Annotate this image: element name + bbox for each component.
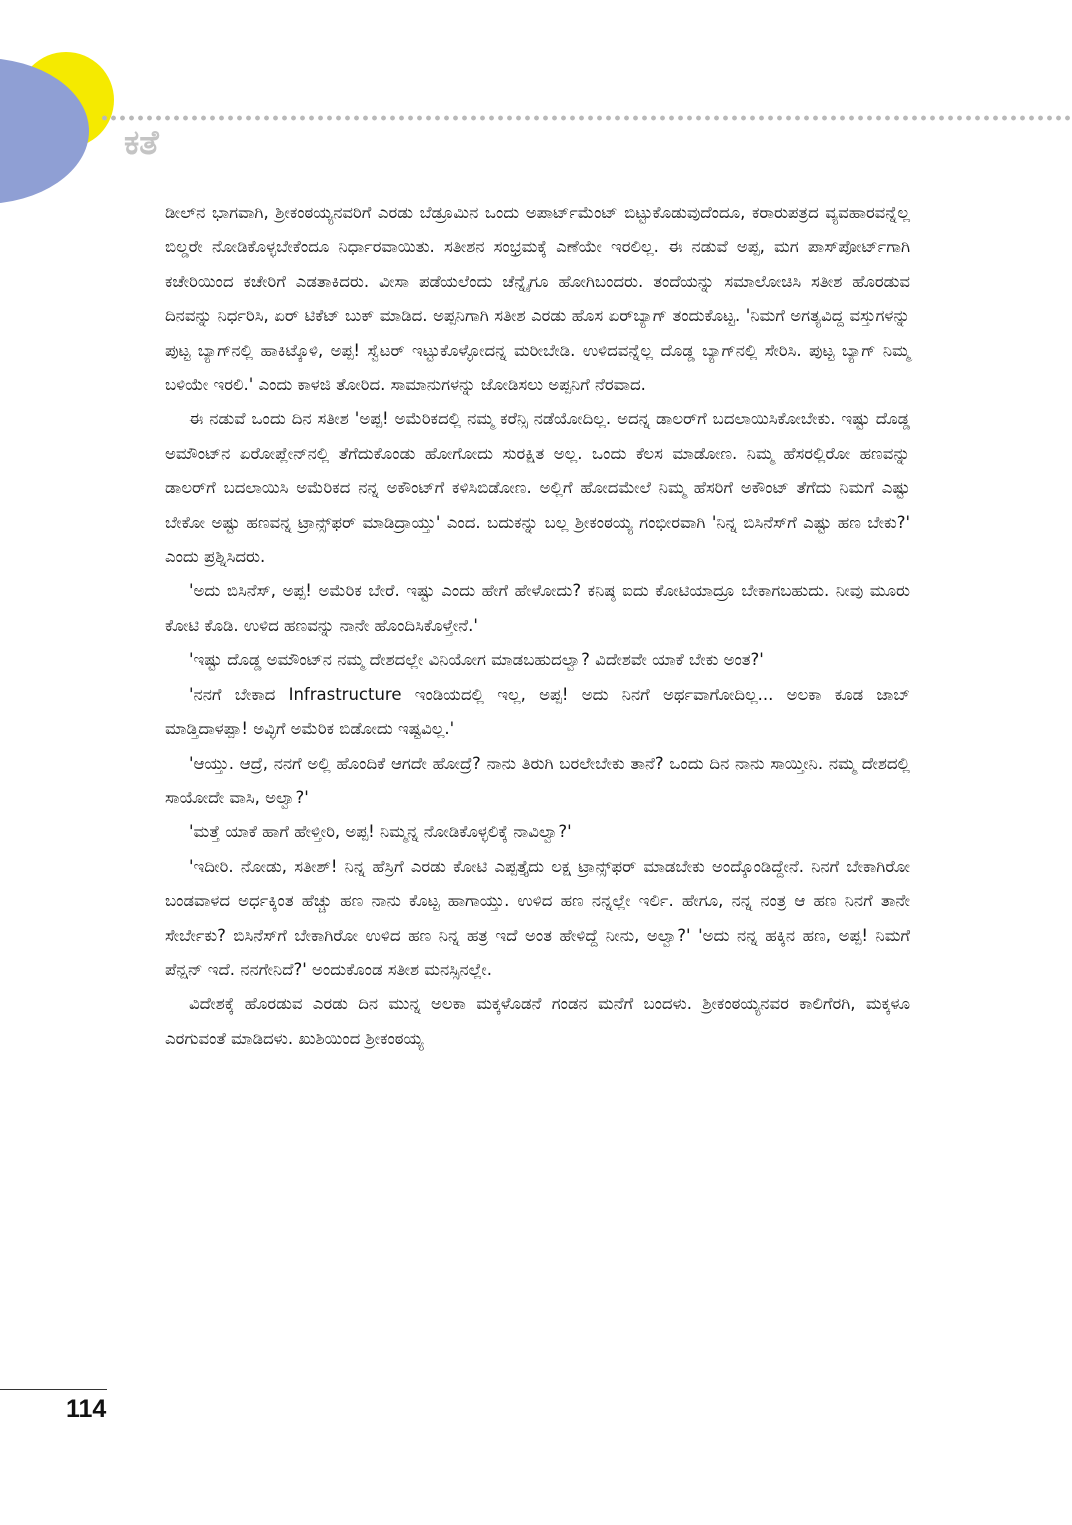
page-number: 114 (66, 1395, 107, 1423)
paragraph: ವಿದೇಶಕ್ಕೆ ಹೊರಡುವ ಎರಡು ದಿನ ಮುನ್ನ ಅಲಕಾ ಮಕ್ಕಳೊಡನೆ ಗಂಡನ ಮನೆಗೆ ಬಂದಳು. ಶ್ರೀಕಂಠಯ್ಯನವರ ಕಾಲಿಗೆರಗಿ, ಮಕ್ಕಳೂ ಎರಗುವಂತೆ ಮಾಡಿದಳು. ಖುಶಿಯಿಂದ ಶ್ರೀಕಂಠಯ್ಯ (165, 994, 910, 1048)
story-body (165, 196, 910, 1056)
paragraph: ಈ ನಡುವೆ ಒಂದು ದಿನ ಸತೀಶ 'ಅಪ್ಪ! ಅಮೆರಿಕದಲ್ಲಿ ನಮ್ಮ ಕರೆನ್ಸಿ ನಡೆಯೋದಿಲ್ಲ. ಅದನ್ನ ಡಾಲರ್‌ಗೆ ಬದಲಾಯಿಸಿಕೋಬೇಕು. ಇಷ್ಟು ದೊಡ್ಡ ಅಮೌಂಟ್‌ನ ಏರೋಪ್ಲೇನ್‌ನಲ್ಲಿ ತೆಗೆದುಕೊಂಡು ಹೋಗೋದು ಸುರಕ್ಷಿತ ಅಲ್ಲ. ಒಂದು ಕೆಲಸ ಮಾಡೋಣ. ನಿಮ್ಮ ಹೆಸರಲ್ಲಿರೋ ಹಣವನ್ನು ಡಾಲರ್‌ಗೆ ಬದಲಾಯಿಸಿ ಅಮೆರಿಕದ ನನ್ನ ಅಕೌಂಟ್‌ಗೆ ಕಳಿಸಿಬಿಡೋಣ. ಅಲ್ಲಿಗೆ ಹೋದಮೇಲೆ ನಿಮ್ಮ ಹೆಸರಿಗೆ ಅಕೌಂಟ್ ತೆಗೆದು ನಿಮಗೆ ಎಷ್ಟು ಬೇಕೋ ಅಷ್ಟು ಹಣವನ್ನ ಟ್ರಾನ್ಸ್‌ಫರ್ ಮಾಡಿದ್ರಾಯ್ತು' ಎಂದ. ಬದುಕನ್ನು ಬಲ್ಲ ಶ್ರೀಕಂಠಯ್ಯ ಗಂಭೀರವಾಗಿ 'ನಿನ್ನ ಬಿಸಿನೆಸ್‌ಗೆ ಎಷ್ಟು ಹಣ ಬೇಕು?' ಎಂದು ಪ್ರಶ್ನಿಸಿದರು. (165, 409, 910, 567)
paragraph: 'ನನಗೆ ಬೇಕಾದ Infrastructure ಇಂಡಿಯದಲ್ಲಿ ಇಲ್ಲ, ಅಪ್ಪ! ಅದು ನಿನಗೆ ಅರ್ಥವಾಗೋದಿಲ್ಲ... ಅಲಕಾ ಕೂಡ ಜಾಬ್ ಮಾಡ್ತಿದಾಳಪ್ಪಾ! ಅವ್ಳಿಗೆ ಅಮೆರಿಕ ಬಿಡೋದು ಇಷ್ಟವಿಲ್ಲ.' (165, 684, 910, 739)
paragraph: 'ಆಯ್ತು. ಆದ್ರೆ, ನನಗೆ ಅಲ್ಲಿ ಹೊಂದಿಕೆ ಆಗದೇ ಹೋದ್ರೆ? ನಾನು ತಿರುಗಿ ಬರಲೇಬೇಕು ತಾನೆ? ಒಂದು ದಿನ ನಾನು ಸಾಯ್ತೀನಿ. ನಮ್ಮ ದೇಶದಲ್ಲಿ ಸಾಯೋದೇ ವಾಸಿ, ಅಲ್ವಾ?' (165, 753, 910, 807)
paragraph: 'ಇಷ್ಟು ದೊಡ್ಡ ಅಮೌಂಟ್‌ನ ನಮ್ಮ ದೇಶದಲ್ಲೇ ವಿನಿಯೋಗ ಮಾಡಬಹುದಲ್ವಾ? ವಿದೇಶವೇ ಯಾಕೆ ಬೇಕು ಅಂತ?' (189, 650, 764, 670)
footer-rule (0, 1389, 107, 1390)
paragraph: 'ಅದು ಬಿಸಿನೆಸ್, ಅಪ್ಪ! ಅಮೆರಿಕ ಬೇರೆ. ಇಷ್ಟು ಎಂದು ಹೇಗೆ ಹೇಳೋದು? ಕನಿಷ್ಠ ಐದು ಕೋಟಿಯಾದ್ರೂ ಬೇಕಾಗಬಹುದು. ನೀವು ಮೂರು ಕೋಟಿ ಕೊಡಿ. ಉಳಿದ ಹಣವನ್ನು ನಾನೇ ಹೊಂದಿಸಿಕೊಳ್ತೇನೆ.' (165, 581, 910, 635)
paragraph: 'ಮತ್ತೆ ಯಾಕೆ ಹಾಗೆ ಹೇಳ್ತೀರಿ, ಅಪ್ಪ! ನಿಮ್ಮನ್ನ ನೋಡಿಕೊಳ್ಳಲಿಕ್ಕೆ ನಾವಿಲ್ವಾ?' (189, 822, 572, 842)
paragraph: ಡೀಲ್‌ನ ಭಾಗವಾಗಿ, ಶ್ರೀಕಂಠಯ್ಯನವರಿಗೆ ಎರಡು ಬೆಡ್ರೂಮಿನ ಒಂದು ಅಪಾರ್ಟ್‌ಮೆಂಟ್ ಬಿಟ್ಟುಕೊಡುವುದೆಂದೂ, ಕರಾರುಪತ್ರದ ವ್ಯವಹಾರವನ್ನೆಲ್ಲ ಬಿಲ್ಡರೇ ನೋಡಿಕೊಳ್ಳಬೇಕೆಂದೂ ನಿರ್ಧಾರವಾಯಿತು. ಸತೀಶನ ಸಂಭ್ರಮಕ್ಕೆ ಎಣೆಯೇ ಇರಲಿಲ್ಲ. ಈ ನಡುವೆ ಅಪ್ಪ, ಮಗ ಪಾಸ್‌ಪೋರ್ಟ್‌ಗಾಗಿ ಕಚೇರಿಯಿಂದ ಕಚೇರಿಗೆ ಎಡತಾಕಿದರು. ವೀಸಾ ಪಡೆಯಲೆಂದು ಚೆನ್ನೈಗೂ ಹೋಗಿಬಂದರು. ತಂದೆಯನ್ನು ಸಮಾಲೋಚಿಸಿ ಸತೀಶ ಹೊರಡುವ ದಿನವನ್ನು ನಿರ್ಧರಿಸಿ, ಏರ್ ಟಿಕೆಟ್ ಬುಕ್ ಮಾಡಿದ. ಅಪ್ಪನಿಗಾಗಿ ಸತೀಶ ಎರಡು ಹೊಸ ಏರ್‌ಬ್ಯಾಗ್ ತಂದುಕೊಟ್ಟ. 'ನಿಮಗೆ ಅಗತ್ಯವಿದ್ದ ವಸ್ತುಗಳನ್ನು ಪುಟ್ಟ ಬ್ಯಾಗ್‌ನಲ್ಲಿ ಹಾಕಿಟ್ಕೊಳಿ, ಅಪ್ಪ! ಸ್ವೆಟರ್ ಇಟ್ಟುಕೊಳ್ಳೋದನ್ನ ಮರೀಬೇಡಿ. ಉಳಿದವನ್ನೆಲ್ಲ ದೊಡ್ಡ ಬ್ಯಾಗ್‌ನಲ್ಲಿ ಸೇರಿಸಿ. ಪುಟ್ಟ ಬ್ಯಾಗ್ ನಿಮ್ಮ ಬಳಿಯೇ ಇರಲಿ.' ಎಂದು ಕಾಳಜಿ ತೋರಿದ. ಸಾಮಾನುಗಳನ್ನು ಜೋಡಿಸಲು ಅಪ್ಪನಿಗೆ ನೆರವಾದ. (165, 203, 910, 395)
dotted-header-rule (100, 114, 1072, 122)
paragraph: 'ಇದೀರಿ. ನೋಡು, ಸತೀಶ್! ನಿನ್ನ ಹೆಸ್ರಿಗೆ ಎರಡು ಕೋಟಿ ಎಪ್ಪತ್ತೈದು ಲಕ್ಷ ಟ್ರಾನ್ಸ್‌ಫರ್ ಮಾಡಬೇಕು ಅಂದ್ಕೊಂಡಿದ್ದೇನೆ. ನಿನಗೆ ಬೇಕಾಗಿರೋ ಬಂಡವಾಳದ ಅರ್ಧಕ್ಕಿಂತ ಹೆಚ್ಚು ಹಣ ನಾನು ಕೊಟ್ಟ ಹಾಗಾಯ್ತು. ಉಳಿದ ಹಣ ನನ್ನಲ್ಲೇ ಇರ್ಲಿ. ಹೇಗೂ, ನನ್ನ ನಂತ್ರ ಆ ಹಣ ನಿನಗೆ ತಾನೇ ಸೇರ್ಬೇಕು? ಬಿಸಿನೆಸ್‌ಗೆ ಬೇಕಾಗಿರೋ ಉಳಿದ ಹಣ ನಿನ್ನ ಹತ್ರ ಇದೆ ಅಂತ ಹೇಳಿದ್ದೆ ನೀನು, ಅಲ್ವಾ?' 'ಅದು ನನ್ನ ಹಕ್ಕಿನ ಹಣ, ಅಪ್ಪ! ನಿಮಗೆ ಪೆನ್ಷನ್ ಇದೆ. ನನಗೇನಿದೆ?' ಅಂದುಕೊಂಡ ಸತೀಶ ಮನಸ್ಸಿನಲ್ಲೇ. (165, 856, 910, 979)
section-label: ಕತೆ (124, 123, 159, 163)
